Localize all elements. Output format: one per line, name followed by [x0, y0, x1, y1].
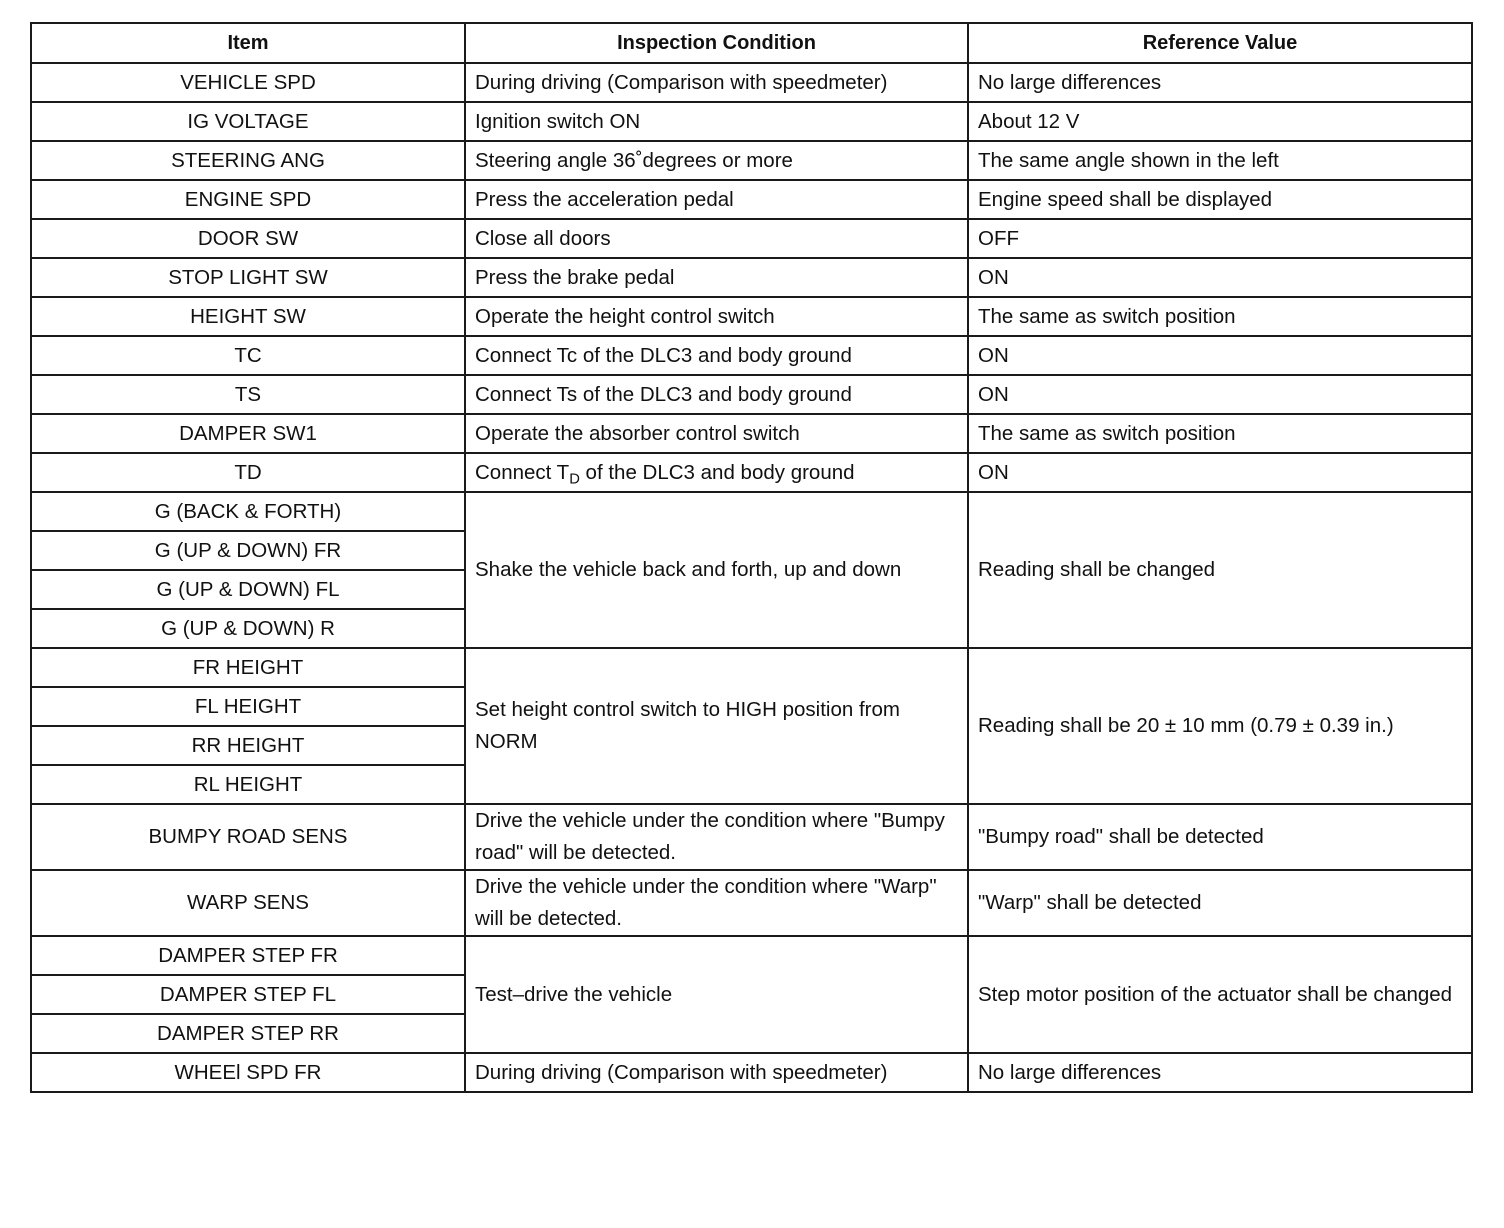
reference-cell: Reading shall be 20 ± 10 mm (0.79 ± 0.39 in.): [968, 648, 1472, 804]
item-cell: G (UP & DOWN) FL: [31, 570, 465, 609]
table-row: [31, 141, 1472, 180]
item-cell: TD: [31, 453, 465, 492]
condition-cell: Operate the absorber control switch: [465, 414, 968, 453]
condition-text: Connect T: [475, 460, 570, 484]
condition-cell: Set height control switch to HIGH position from NORM: [465, 648, 968, 804]
table-row: [31, 936, 1472, 975]
condition-cell: Connect Tc of the DLC3 and body ground: [465, 336, 968, 375]
header-row: [31, 23, 1472, 63]
item-cell: DAMPER STEP RR: [31, 1014, 465, 1053]
item-cell: RL HEIGHT: [31, 765, 465, 804]
item-cell: VEHICLE SPD: [31, 63, 465, 102]
condition-cell: [465, 453, 968, 492]
table-row: [31, 804, 1472, 870]
item-cell: STOP LIGHT SW: [31, 258, 465, 297]
reference-cell: The same as switch position: [968, 414, 1472, 453]
condition-cell: Shake the vehicle back and forth, up and down: [465, 492, 968, 648]
reference-cell: OFF: [968, 219, 1472, 258]
item-cell: WARP SENS: [31, 870, 465, 936]
item-cell: BUMPY ROAD SENS: [31, 804, 465, 870]
reference-cell: Step motor position of the actuator shall be changed: [968, 936, 1472, 1053]
reference-cell: About 12 V: [968, 102, 1472, 141]
condition-cell: Close all doors: [465, 219, 968, 258]
item-cell: STEERING ANG: [31, 141, 465, 180]
condition-cell: Press the brake pedal: [465, 258, 968, 297]
reference-cell: Reading shall be changed: [968, 492, 1472, 648]
reference-cell: The same angle shown in the left: [968, 141, 1472, 180]
item-cell: G (BACK & FORTH): [31, 492, 465, 531]
table-row: [31, 180, 1472, 219]
item-cell: FR HEIGHT: [31, 648, 465, 687]
item-cell: TS: [31, 375, 465, 414]
table-row: [31, 297, 1472, 336]
table-row: [31, 492, 1472, 531]
item-cell: RR HEIGHT: [31, 726, 465, 765]
item-cell: TC: [31, 336, 465, 375]
condition-cell: During driving (Comparison with speedmeter): [465, 63, 968, 102]
item-cell: G (UP & DOWN) R: [31, 609, 465, 648]
reference-cell: The same as switch position: [968, 297, 1472, 336]
item-cell: IG VOLTAGE: [31, 102, 465, 141]
table-row: [31, 870, 1472, 936]
header-reference-value: Reference Value: [968, 23, 1472, 63]
condition-cell: During driving (Comparison with speedmeter): [465, 1053, 968, 1092]
reference-cell: "Bumpy road" shall be detected: [968, 804, 1472, 870]
table-row: [31, 219, 1472, 258]
table-row: [31, 258, 1472, 297]
condition-cell: Ignition switch ON: [465, 102, 968, 141]
reference-cell: ON: [968, 453, 1472, 492]
reference-cell: No large differences: [968, 63, 1472, 102]
item-cell: DAMPER STEP FL: [31, 975, 465, 1014]
condition-cell: Drive the vehicle under the condition where "Warp" will be detected.: [465, 870, 968, 936]
item-cell: DAMPER STEP FR: [31, 936, 465, 975]
table-row: [31, 63, 1472, 102]
item-cell: DAMPER SW1: [31, 414, 465, 453]
item-cell: WHEEl SPD FR: [31, 1053, 465, 1092]
item-cell: DOOR SW: [31, 219, 465, 258]
subscript-d: D: [569, 470, 580, 487]
condition-cell: Press the acceleration pedal: [465, 180, 968, 219]
table-row: [31, 336, 1472, 375]
condition-text: of the DLC3 and body ground: [579, 460, 855, 484]
condition-cell: Connect Ts of the DLC3 and body ground: [465, 375, 968, 414]
table-row: [31, 414, 1472, 453]
header-item: Item: [31, 23, 465, 63]
condition-cell: Operate the height control switch: [465, 297, 968, 336]
table-row: [31, 102, 1472, 141]
reference-cell: Engine speed shall be displayed: [968, 180, 1472, 219]
table-row: [31, 375, 1472, 414]
item-cell: FL HEIGHT: [31, 687, 465, 726]
reference-cell: ON: [968, 375, 1472, 414]
item-cell: HEIGHT SW: [31, 297, 465, 336]
reference-cell: No large differences: [968, 1053, 1472, 1092]
reference-cell: "Warp" shall be detected: [968, 870, 1472, 936]
item-cell: G (UP & DOWN) FR: [31, 531, 465, 570]
reference-cell: ON: [968, 336, 1472, 375]
condition-cell: Drive the vehicle under the condition where "Bumpy road" will be detected.: [465, 804, 968, 870]
table-row: [31, 648, 1472, 687]
item-cell: ENGINE SPD: [31, 180, 465, 219]
reference-cell: ON: [968, 258, 1472, 297]
table-row: [31, 1053, 1472, 1092]
condition-cell: Steering angle 36˚degrees or more: [465, 141, 968, 180]
header-inspection-condition: Inspection Condition: [465, 23, 968, 63]
condition-cell: Test–drive the vehicle: [465, 936, 968, 1053]
inspection-table: [30, 22, 1473, 1093]
table-row: [31, 453, 1472, 492]
